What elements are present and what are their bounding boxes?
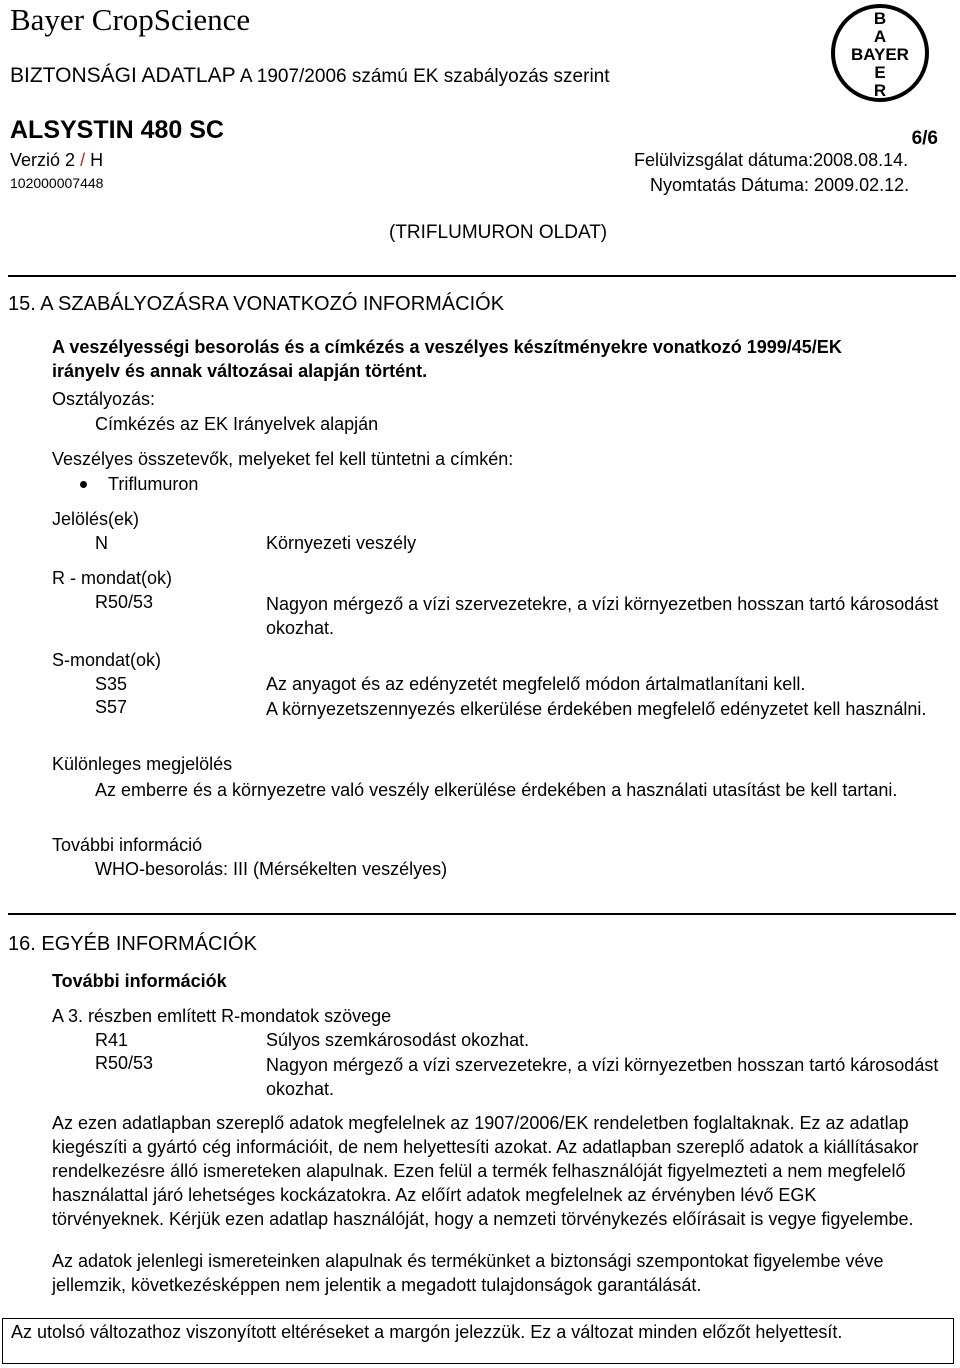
marking-code: N	[95, 533, 108, 553]
logo-letter-r: R	[873, 81, 887, 100]
regulation-text: A 1907/2006 számú EK szabályozás szerint	[239, 66, 610, 87]
r-phrases-label: R - mondat(ok)	[52, 568, 173, 588]
r5053-text: Nagyon mérgező a vízi szervezetekre, a vízi környezetben hosszan tartó károsodást okozhat.	[266, 1055, 939, 1099]
page-number: 6/6	[911, 128, 938, 149]
s35-text: Az anyagot és az edényzetét megfelelő módon ártalmatlanítani kell.	[266, 674, 806, 694]
disclaimer-paragraph-1: Az ezen adatlapban szereplő adatok megfelelnek az 1907/2006/EK rendeletben foglaltaknak. Ez az adatlap kiegészíti a gyártó cég információit, de nem helyettesíti azokat. Az adatlapban szereplő adatok a kiállításakor rendelkezésre álló ismereteken alapulnak. Ezen felül a termék felhasználóját figyelmezteti a nem megfelelő használattal járó lehetséges kockázatokra. Az előírt adatok megfelelnek az érvényben lévő EGK törvényeknek. Kérjük ezen adatlap használóját, hogy a nemzeti törvénykezés előírásait is vegye figyelembe.	[52, 1113, 919, 1229]
section-15-intro: A veszélyességi besorolás és a címkézés a veszélyes készítményekre vonatkozó 1999/45/EK irányelv és annak változásai alapján történt.	[52, 337, 842, 381]
document-title	[10, 64, 610, 88]
product-name: ALSYSTIN 480 SC	[10, 116, 224, 144]
r-phrase-text: Nagyon mérgező a vízi szervezetekre, a vízi környezetben hosszan tartó károsodást okozhat.	[266, 594, 939, 638]
section-15-title: 15. A SZABÁLYOZÁSRA VONATKOZÓ INFORMÁCIÓK	[8, 293, 505, 315]
section-16-subtitle: További információk	[52, 971, 227, 991]
version-slash: /	[80, 150, 86, 170]
s-phrases-label: S-mondat(ok)	[52, 650, 162, 670]
logo-letter-b: B	[873, 9, 887, 28]
r41-code: R41	[95, 1030, 129, 1050]
version-country: H	[90, 150, 104, 170]
special-marking-label: Különleges megjelölés	[52, 754, 233, 774]
s35-code: S35	[95, 674, 128, 694]
document-code: 102000007448	[10, 175, 104, 191]
section-16-title: 16. EGYÉB INFORMÁCIÓK	[8, 933, 257, 955]
r5053-code: R50/53	[95, 1053, 154, 1073]
r41-text: Súlyos szemkárosodást okozhat.	[266, 1030, 530, 1050]
special-marking-text: Az emberre és a környezetre való veszély elkerülése érdekében a használati utasítást be kell tartani.	[95, 780, 898, 800]
s57-text: A környezetszennyezés elkerülése érdekében megfelelő edényzetet kell használni.	[266, 699, 927, 719]
hazardous-component-item: Triflumuron	[108, 474, 199, 494]
marking-text: Környezeti veszély	[266, 533, 417, 553]
print-date: Nyomtatás Dátuma: 2009.02.12.	[650, 175, 910, 195]
substance-name: (TRIFLUMURON OLDAT)	[389, 222, 608, 243]
logo-letter-a: A	[873, 27, 887, 46]
revision-notice-box: Az utolsó változathoz viszonyított eltéréseket a margón jelezzük. Ez a változat minden előzőt helyettesít.	[2, 1318, 954, 1364]
company-name: Bayer CropScience	[10, 2, 251, 37]
who-classification: WHO-besorolás: III (Mérsékelten veszélyes)	[95, 859, 448, 879]
r-phrases-intro: A 3. részben említett R-mondatok szövege	[52, 1006, 392, 1026]
classification-label: Osztályozás:	[52, 389, 156, 409]
further-info-label: További információ	[52, 835, 203, 855]
divider-middle	[8, 913, 956, 915]
marking-label: Jelölés(ek)	[52, 509, 140, 529]
r-phrase-code: R50/53	[95, 592, 154, 612]
version-label: Verzió 2	[10, 150, 76, 170]
version-info	[10, 150, 103, 171]
hazardous-components-label: Veszélyes összetevők, melyeket fel kell tüntetni a címkén:	[52, 449, 514, 469]
logo-letter-e: E	[874, 63, 886, 82]
sds-title: BIZTONSÁGI ADATLAP	[10, 64, 236, 87]
classification-value: Címkézés az EK Irányelvek alapján	[95, 414, 379, 434]
s57-code: S57	[95, 697, 128, 717]
disclaimer-paragraph-2: Az adatok jelenlegi ismereteinken alapulnak és termékünket a biztonsági szempontokat figyelembe véve jellemzik, következésképpen nem jelentik a megadott tulajdonságok garantálását.	[52, 1251, 884, 1295]
revision-date: Felülvizsgálat dátuma:2008.08.14.	[634, 150, 909, 170]
logo-word-bayer: BAYER	[851, 45, 909, 64]
bullet-icon	[80, 481, 87, 488]
bayer-cross-logo	[829, 2, 931, 104]
divider-top	[8, 275, 956, 277]
